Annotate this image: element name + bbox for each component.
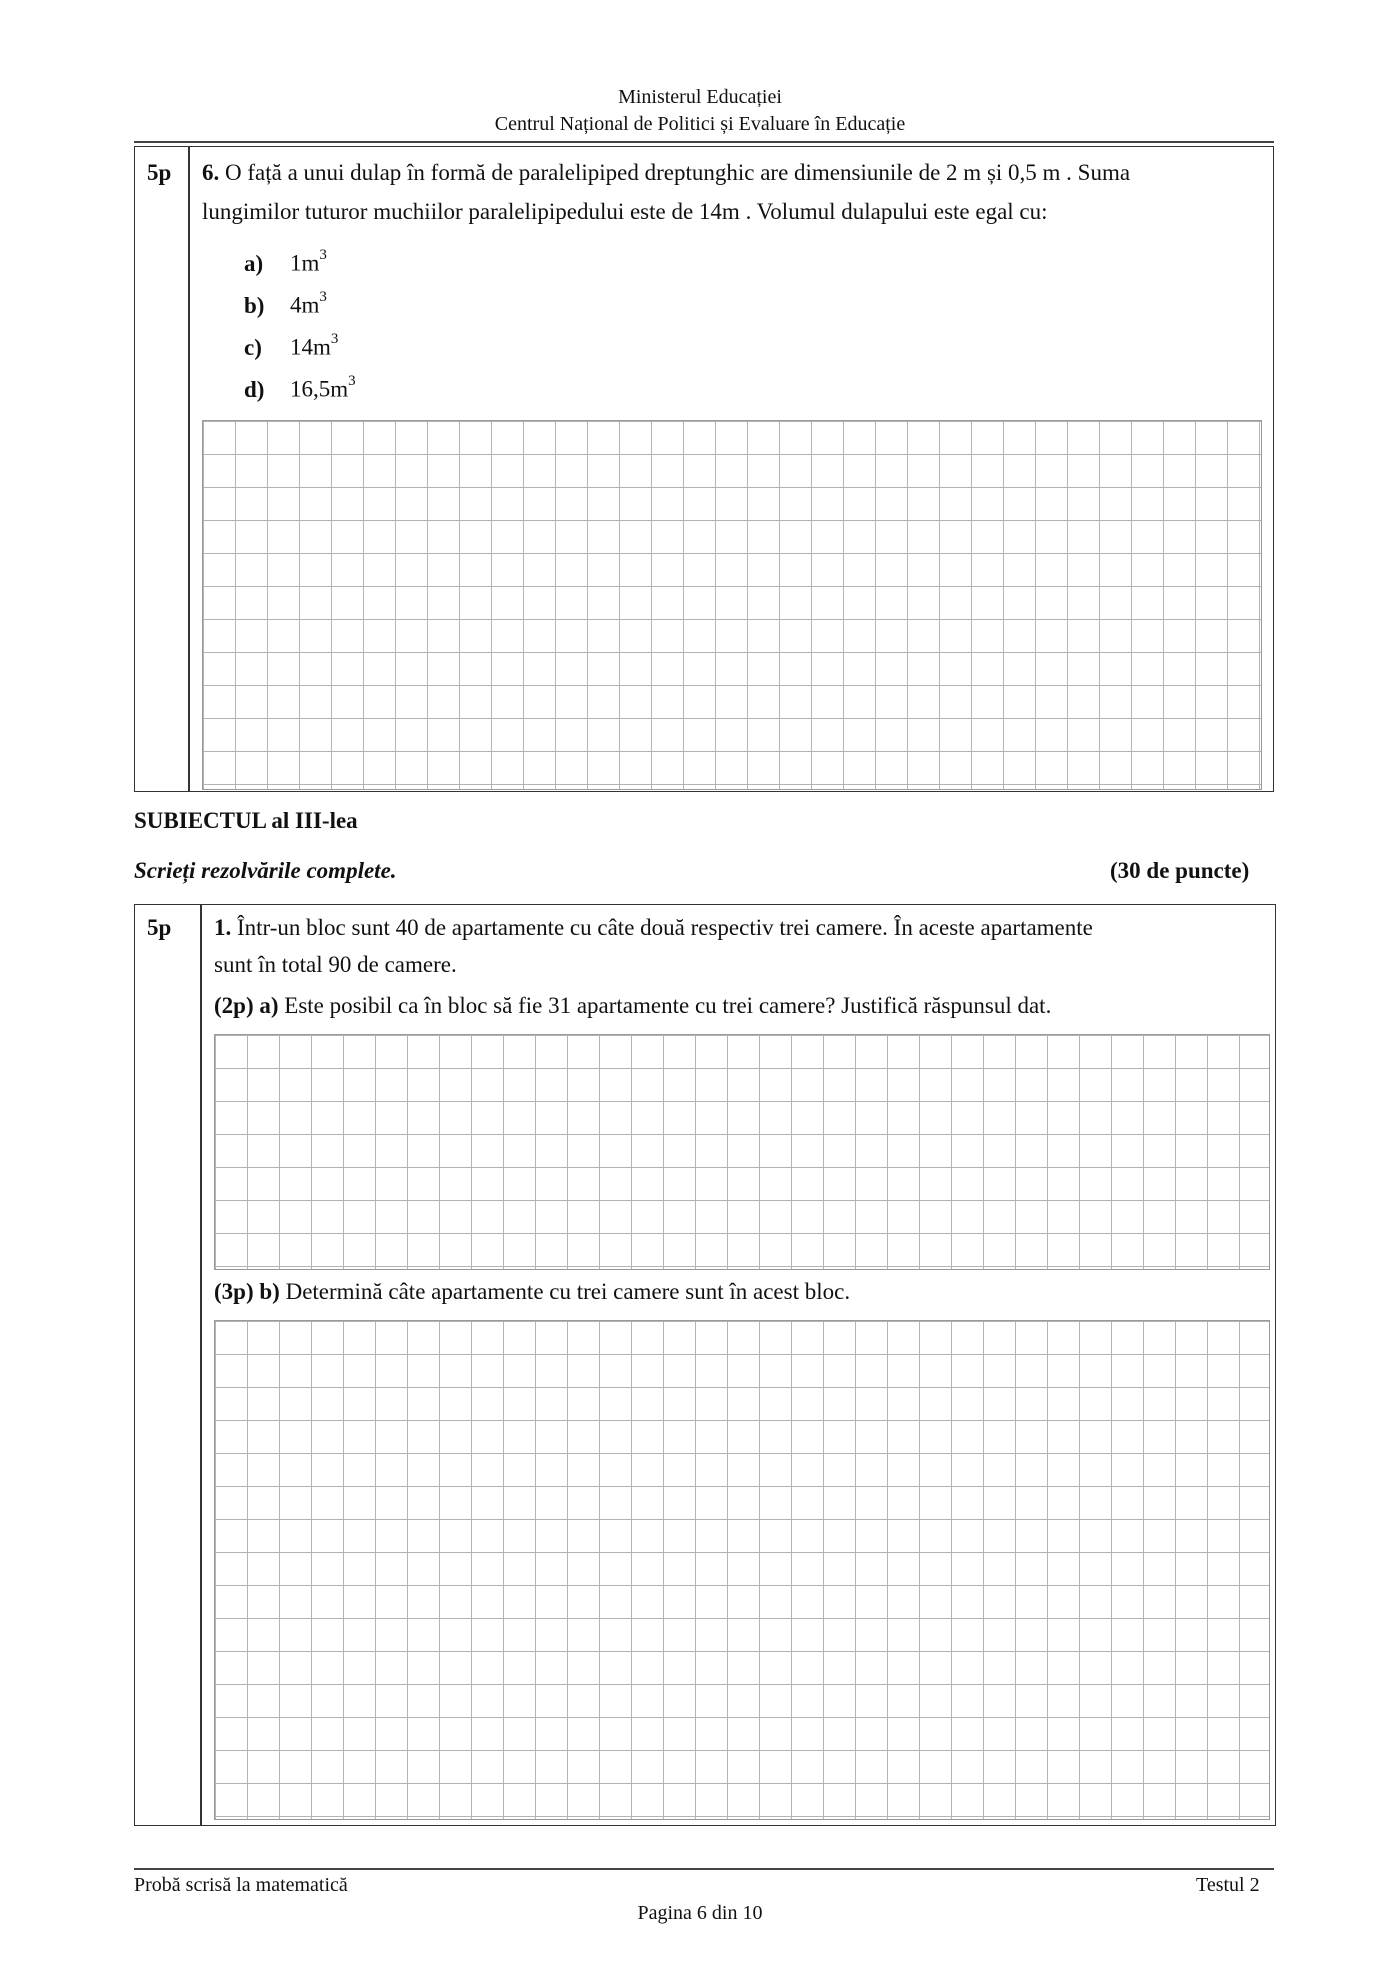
option-a-letter: a)	[244, 250, 264, 276]
question-6-divider	[188, 146, 190, 792]
section-3-title: SUBIECTUL al III-lea	[134, 808, 358, 833]
option-a-value: 1m	[290, 250, 320, 276]
question-6-text-line1: O față a unui dulap în formă de paralelipiped dreptunghic are dimensiunile de 2 m și 0,5 m . Suma	[225, 160, 1131, 185]
header-center: Centrul Național de Politici și Evaluare în Educație	[494, 113, 906, 135]
footer-page-number: Pagina 6 din 10	[637, 1902, 763, 1924]
footer-rule	[134, 1868, 1274, 1870]
option-c-exponent: 3	[330, 331, 339, 347]
question-6-points: 5p	[147, 160, 172, 185]
option-b	[244, 289, 327, 319]
option-a-exponent: 3	[319, 247, 327, 263]
question-1-points: 5p	[147, 915, 172, 940]
header-rule	[134, 141, 1274, 143]
question-1-divider	[200, 904, 202, 1826]
part-a	[214, 993, 1051, 1019]
question-1-text-line2: sunt în total 90 de camere.	[214, 952, 457, 977]
header-ministry: Ministerul Educației	[618, 86, 782, 108]
question-6-number: 6.	[202, 160, 220, 185]
question-6-line1	[202, 160, 1130, 186]
part-b	[214, 1279, 850, 1305]
option-d-value: 16,5m	[290, 376, 349, 402]
question-6-text-line2: lungimilor tuturor muchiilor paralelipipedului este de 14m . Volumul dulapului este egal cu:	[202, 199, 1048, 224]
option-c-value: 14m	[290, 334, 331, 360]
footer-test-number: Testul 2	[1196, 1874, 1260, 1896]
option-d-exponent: 3	[348, 373, 356, 389]
option-b-value: 4m	[290, 292, 320, 318]
question-1-line1	[214, 915, 1093, 941]
part-b-text: Determină câte apartamente cu trei camere sunt în acest bloc.	[285, 1279, 851, 1304]
part-a-answer-grid[interactable]	[214, 1034, 1270, 1270]
footer-exam-name: Probă scrisă la matematică	[134, 1874, 348, 1896]
part-a-letter: a)	[259, 993, 279, 1018]
question-1-text-line1: Într-un bloc sunt 40 de apartamente cu câte două respectiv trei camere. În aceste apartamente	[237, 915, 1093, 940]
section-3-instruction: Scrieți rezolvările complete.	[134, 858, 397, 883]
option-d-letter: d)	[244, 376, 265, 402]
option-a	[244, 247, 327, 277]
part-a-points: (2p)	[214, 993, 254, 1018]
option-b-letter: b)	[244, 292, 265, 318]
option-b-exponent: 3	[319, 289, 327, 305]
part-a-text: Este posibil ca în bloc să fie 31 apartamente cu trei camere? Justifică răspunsul dat.	[284, 993, 1052, 1018]
option-c	[244, 331, 339, 361]
question-1-number: 1.	[214, 915, 232, 940]
option-c-letter: c)	[244, 334, 262, 360]
question-6-answer-grid[interactable]	[202, 420, 1262, 790]
part-b-answer-grid[interactable]	[214, 1320, 1270, 1820]
part-b-letter: b)	[259, 1279, 280, 1304]
section-3-total-points: (30 de puncte)	[1110, 858, 1250, 883]
part-b-points: (3p)	[214, 1279, 254, 1304]
option-d	[244, 373, 356, 403]
